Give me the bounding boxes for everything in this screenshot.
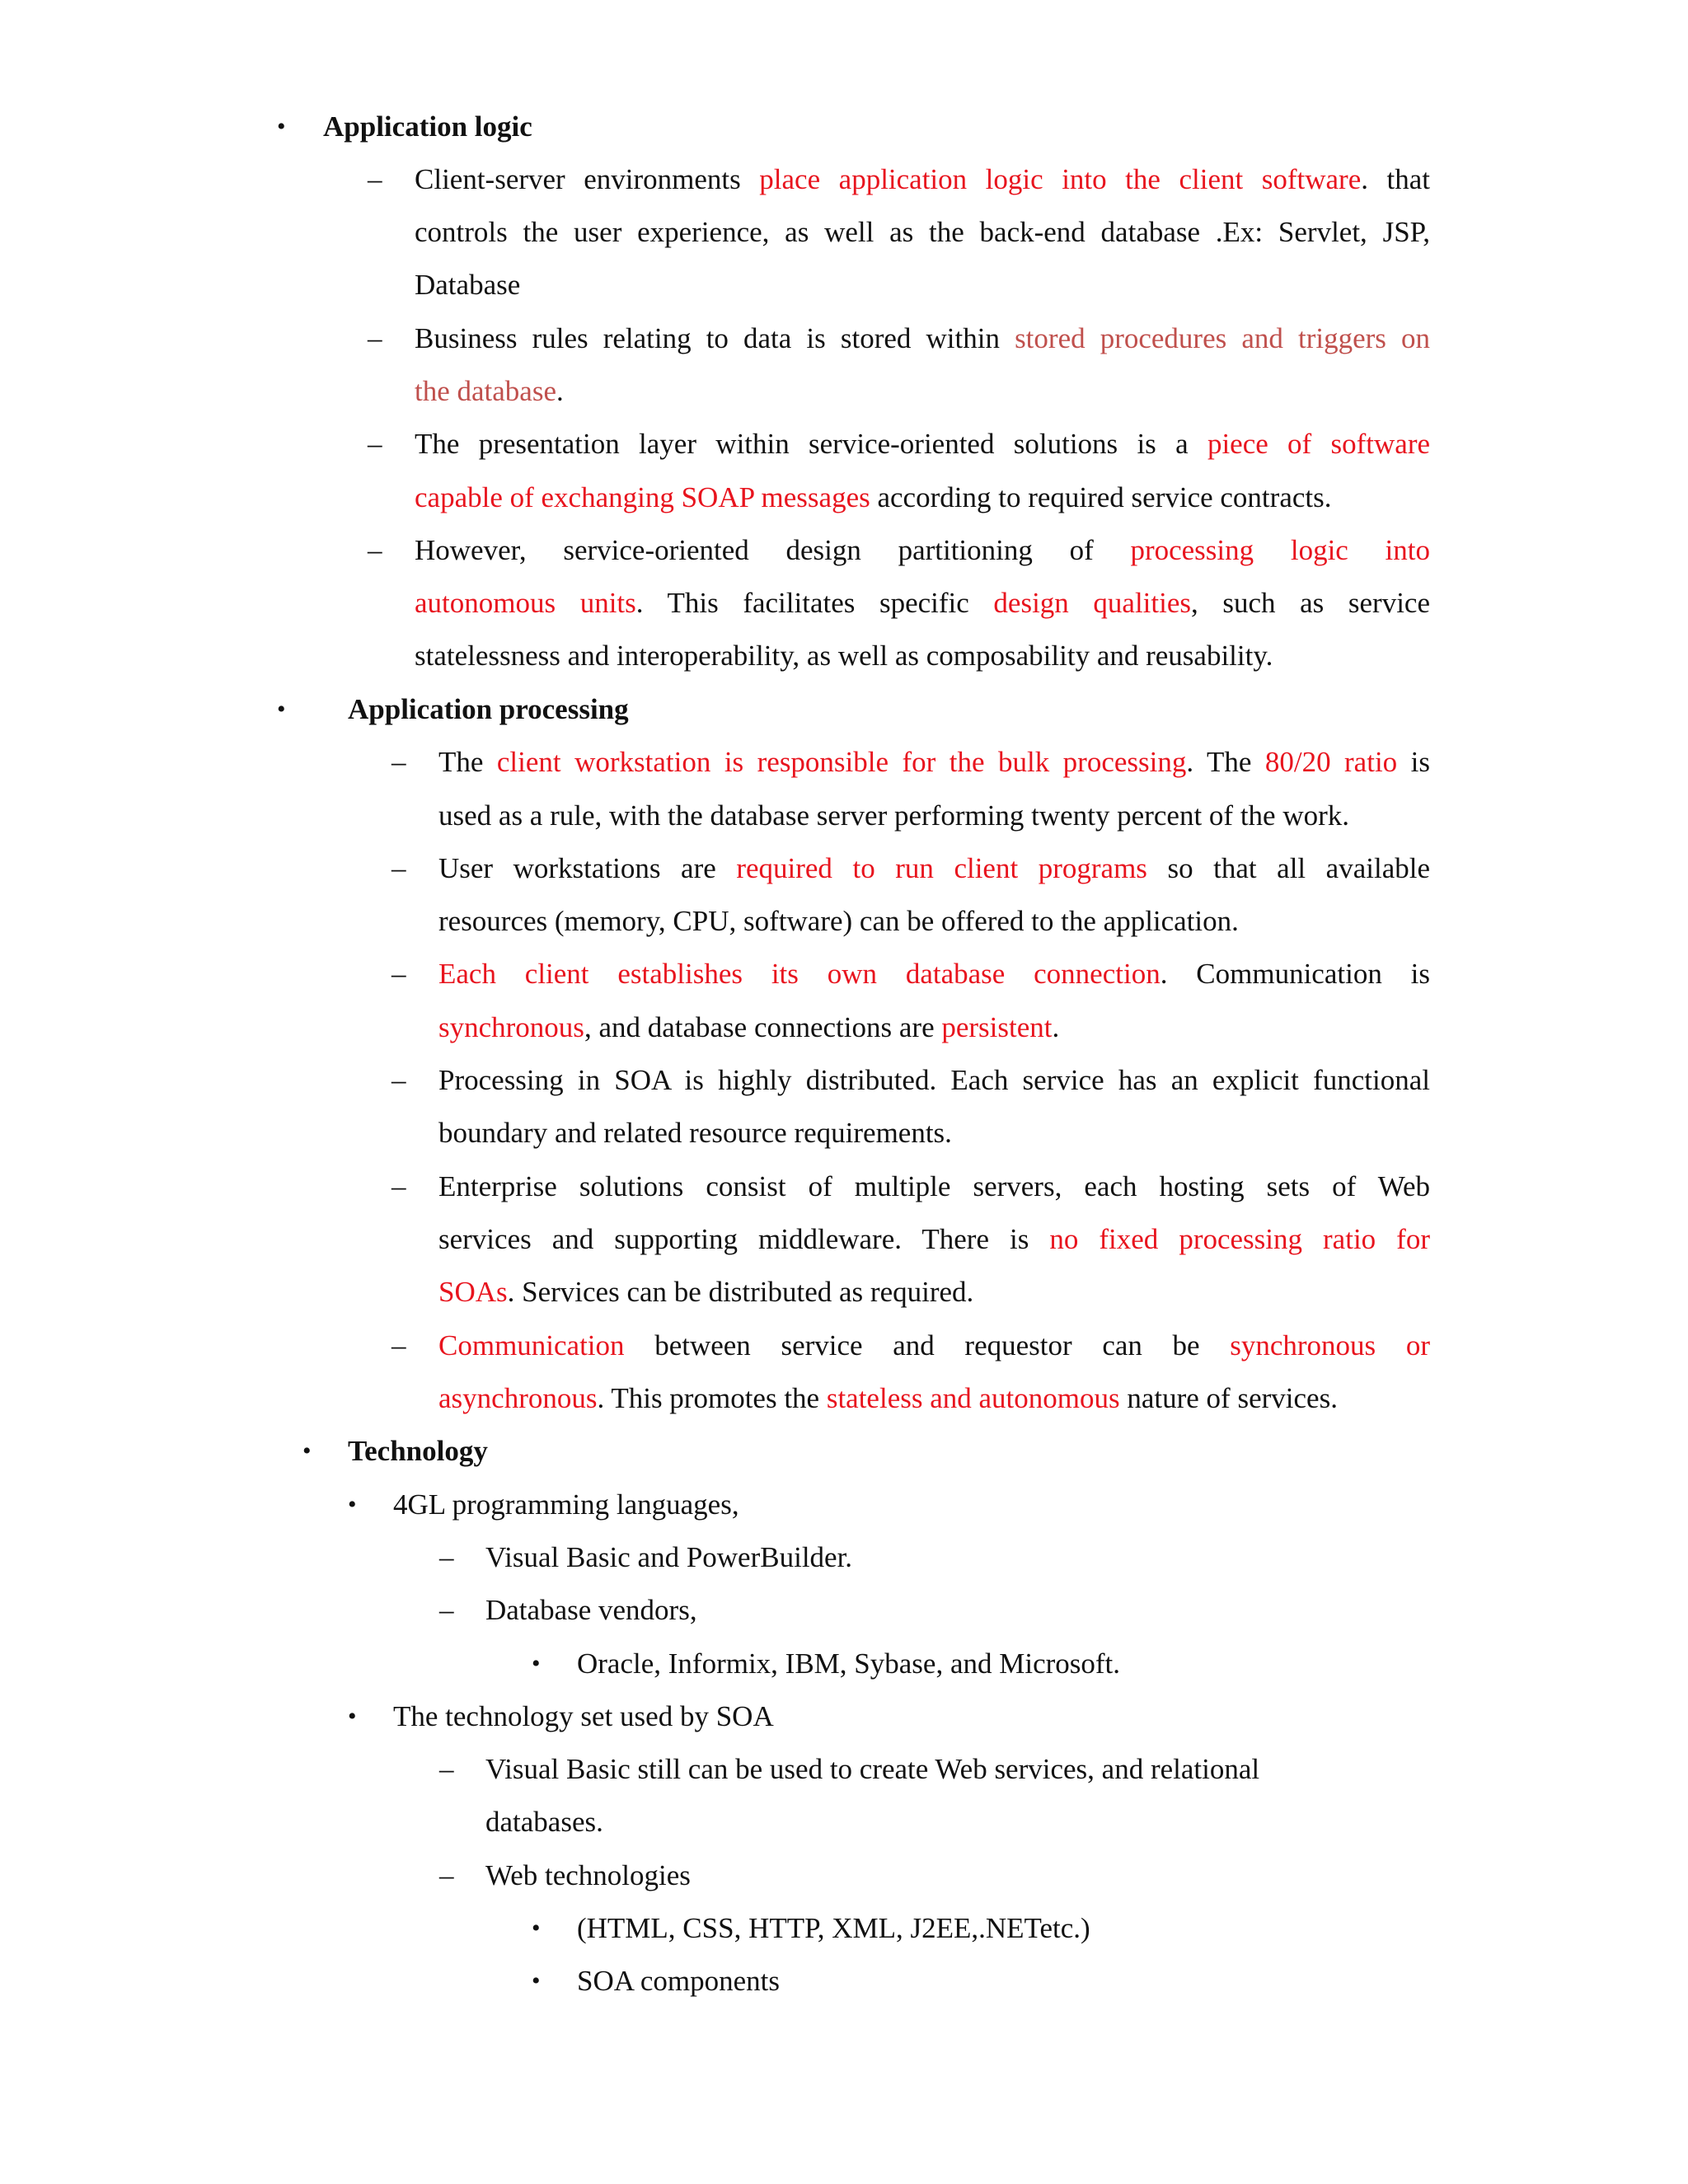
text-run: required to run client programs xyxy=(736,852,1147,884)
text-run: . xyxy=(556,375,564,407)
text-run: persistent xyxy=(941,1011,1053,1043)
app-processing-item-4-line-2 xyxy=(438,1117,952,1150)
text-run: stored procedures and triggers on xyxy=(1015,322,1430,354)
dash-marker: – xyxy=(439,1859,454,1891)
text-run: used as a rule, with the database server performing twenty percent of the work. xyxy=(438,799,1350,832)
app-logic-item-1-line-2 xyxy=(415,216,1430,249)
heading-application-logic: Application logic xyxy=(323,110,532,143)
app-logic-item-3-line-2 xyxy=(415,481,1331,514)
text-run: . that xyxy=(1361,163,1430,195)
text-run: the database xyxy=(415,375,556,407)
heading-application-processing: Application processing xyxy=(348,693,629,725)
text-run: client workstation is responsible for the bulk processing xyxy=(496,746,1187,778)
text-run: 80/20 ratio xyxy=(1264,746,1398,778)
text-run: services and supporting middleware. There is xyxy=(438,1223,1050,1255)
text-run: Client-server environments xyxy=(415,163,760,195)
dash-marker: – xyxy=(392,746,406,778)
bullet-marker: • xyxy=(277,113,286,140)
dash-marker: – xyxy=(392,958,406,990)
text-run: synchronous or xyxy=(1230,1329,1430,1361)
text-run: so that all available xyxy=(1146,852,1430,884)
app-logic-item-2-line-1 xyxy=(415,322,1430,355)
text-run: However, service-oriented design partitioning of xyxy=(415,534,1131,566)
text-run: design qualities xyxy=(993,587,1191,619)
app-logic-item-4-line-3 xyxy=(415,640,1273,673)
dash-marker: – xyxy=(368,534,382,566)
dash-marker: – xyxy=(439,1594,454,1626)
tech-web-list: (HTML, CSS, HTTP, XML, J2EE,.NETetc.) xyxy=(577,1912,1090,1944)
text-run: . xyxy=(1052,1011,1060,1043)
text-run: The presentation layer within service-oriented solutions is a xyxy=(415,428,1207,460)
app-processing-item-5-line-2 xyxy=(438,1223,1430,1256)
app-processing-item-6-line-1 xyxy=(438,1329,1430,1362)
dash-marker: – xyxy=(439,1753,454,1785)
text-run: piece of software xyxy=(1207,428,1430,460)
text-run: Enterprise solutions consist of multiple servers, each hosting sets of Web xyxy=(438,1170,1430,1202)
dash-marker: – xyxy=(392,1064,406,1096)
text-run: . This facilitates specific xyxy=(635,587,994,619)
text-run: between service and requestor can be xyxy=(624,1329,1231,1361)
bullet-marker: • xyxy=(532,1650,541,1677)
tech-soa-components: SOA components xyxy=(577,1965,780,1997)
text-run: statelessness and interoperability, as well as composability and reusability. xyxy=(415,640,1273,672)
app-processing-item-1-line-2 xyxy=(438,799,1349,832)
tech-web-technologies: Web technologies xyxy=(485,1859,691,1891)
text-run: Communication xyxy=(438,1329,625,1361)
app-logic-item-3-line-1 xyxy=(415,428,1430,461)
bullet-marker: • xyxy=(277,696,286,723)
app-processing-item-5-line-3 xyxy=(438,1276,973,1309)
text-run: processing logic into xyxy=(1130,534,1430,566)
text-run: , and database connections are xyxy=(584,1011,942,1043)
dash-marker: – xyxy=(368,322,382,354)
text-run: . This promotes the xyxy=(597,1382,827,1414)
text-run: . Services can be distributed as required. xyxy=(507,1276,974,1308)
text-run: autonomous units xyxy=(415,587,636,619)
text-run: according to required service contracts. xyxy=(870,481,1332,513)
app-processing-item-6-line-2 xyxy=(438,1382,1338,1415)
text-run: The xyxy=(438,746,497,778)
app-processing-item-3-line-2 xyxy=(438,1011,1059,1044)
text-run: synchronous xyxy=(438,1011,584,1043)
app-processing-item-2-line-2 xyxy=(438,905,1239,938)
text-run: asynchronous xyxy=(438,1382,598,1414)
text-run: . The xyxy=(1186,746,1265,778)
text-run: User workstations are xyxy=(438,852,737,884)
bullet-marker: • xyxy=(348,1491,357,1518)
text-run: nature of services. xyxy=(1119,1382,1338,1414)
bullet-marker: • xyxy=(532,1967,541,1994)
text-run: no fixed processing ratio for xyxy=(1049,1223,1430,1255)
text-run: stateless and autonomous xyxy=(826,1382,1120,1414)
text-run: capable of exchanging SOAP messages xyxy=(415,481,870,513)
app-logic-item-1-line-3 xyxy=(415,269,520,302)
bullet-marker: • xyxy=(302,1437,312,1465)
text-run: Processing in SOA is highly distributed. Each service has an explicit functional xyxy=(438,1064,1430,1096)
dash-marker: – xyxy=(368,428,382,460)
text-run: resources (memory, CPU, software) can be offered to the application. xyxy=(438,905,1239,937)
app-processing-item-5-line-1 xyxy=(438,1170,1430,1203)
dash-marker: – xyxy=(439,1541,454,1573)
dash-marker: – xyxy=(392,1329,406,1361)
dash-marker: – xyxy=(392,1170,406,1202)
bullet-marker: • xyxy=(348,1703,357,1730)
text-run: . Communication is xyxy=(1160,958,1430,990)
text-run: Database xyxy=(415,269,521,301)
app-logic-item-1-line-1 xyxy=(415,163,1430,196)
text-run: , such as service xyxy=(1191,587,1430,619)
app-processing-item-4-line-1 xyxy=(438,1064,1430,1097)
bullet-marker: • xyxy=(532,1915,541,1942)
app-processing-item-1-line-1 xyxy=(438,746,1430,779)
tech-4gl-languages: 4GL programming languages, xyxy=(393,1488,739,1521)
tech-database-vendors: Database vendors, xyxy=(485,1594,697,1626)
app-logic-item-4-line-1 xyxy=(415,534,1430,567)
text-run: is xyxy=(1397,746,1430,778)
tech-vendor-list: Oracle, Informix, IBM, Sybase, and Microsoft. xyxy=(577,1647,1121,1680)
app-logic-item-2-line-2 xyxy=(415,375,564,408)
heading-technology: Technology xyxy=(348,1435,488,1467)
dash-marker: – xyxy=(368,163,382,195)
app-processing-item-2-line-1 xyxy=(438,852,1430,885)
tech-visual-basic-powerbuilder: Visual Basic and PowerBuilder. xyxy=(485,1541,853,1573)
app-logic-item-4-line-2 xyxy=(415,587,1430,620)
tech-vb-web-services-line-2: databases. xyxy=(485,1806,603,1838)
dash-marker: – xyxy=(392,852,406,884)
text-run: SOAs xyxy=(438,1276,508,1308)
text-run: boundary and related resource requirements. xyxy=(438,1117,952,1149)
text-run: Each client establishes its own database connection xyxy=(438,958,1160,990)
text-run: controls the user experience, as well as the back-end database .Ex: Servlet, JSP, xyxy=(415,216,1430,248)
text-run: place application logic into the client software xyxy=(759,163,1362,195)
app-processing-item-3-line-1 xyxy=(438,958,1430,991)
tech-vb-web-services-line-1: Visual Basic still can be used to create Web services, and relational xyxy=(485,1753,1260,1785)
tech-soa-technology-set: The technology set used by SOA xyxy=(393,1700,774,1732)
text-run: Business rules relating to data is stored within xyxy=(415,322,1015,354)
